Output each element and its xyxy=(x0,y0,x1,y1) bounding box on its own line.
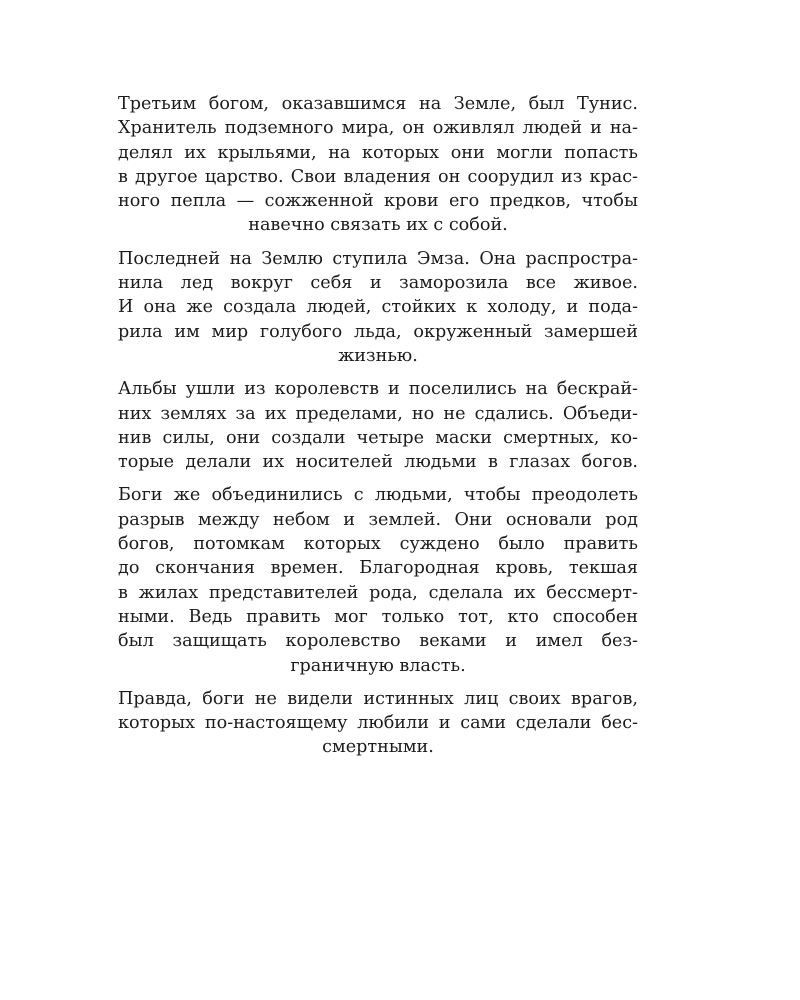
text-line: ными. Ведь править мог только тот, кто способен xyxy=(118,606,638,627)
text-line: разрыв между небом и землей. Они основали род xyxy=(118,509,638,530)
page-text xyxy=(118,92,638,769)
text-line: смертными. xyxy=(322,737,434,758)
text-line: них землях за их пределами, но не сдались. Объеди- xyxy=(118,403,638,424)
text-line: делял их крыльями, на которых они могли попасть xyxy=(118,142,638,163)
text-line: в другое царство. Свои владения он соорудил из крас- xyxy=(118,166,638,187)
text-line: рила им мир голубого льда, окруженный замершей xyxy=(118,321,638,342)
text-line: И она же создала людей, стойких к холоду, и пода- xyxy=(118,297,638,318)
text-line: Третьим богом, оказавшимся на Земле, был Тунис. xyxy=(118,94,638,114)
paragraph-2 xyxy=(118,247,638,368)
text-line: граничную власть. xyxy=(290,655,466,676)
text-line: торые делали их носителей людьми в глазах богов. xyxy=(118,452,638,473)
text-line: Последней на Землю ступила Эмза. Она распростра- xyxy=(118,248,638,269)
paragraph-1 xyxy=(118,92,638,238)
text-line: до скончания времен. Благородная кровь, текшая xyxy=(118,558,638,579)
text-line: жизнью. xyxy=(338,345,418,366)
text-line: ного пепла — сожженной крови его предков, чтобы xyxy=(118,191,638,212)
text-line: был защищать королевство веками и имел без- xyxy=(118,631,638,652)
paragraph-4 xyxy=(118,483,638,677)
text-line: богов, потомкам которых суждено было править xyxy=(118,534,638,555)
text-line: навечно связать их с собой. xyxy=(248,215,508,236)
text-line: в жилах представителей рода, сделала их бессмерт- xyxy=(118,582,638,603)
text-line: Боги же объединились с людьми, чтобы преодолеть xyxy=(118,485,638,506)
text-line: нила лед вокруг себя и заморозила все живое. xyxy=(118,273,638,294)
paragraph-3 xyxy=(118,377,638,474)
paragraph-5 xyxy=(118,687,638,760)
text-line: Альбы ушли из королевств и поселились на бескрай- xyxy=(118,379,638,400)
text-line: которых по-настоящему любили и сами сделали бес- xyxy=(118,713,638,734)
text-line: нив силы, они создали четыре маски смертных, ко- xyxy=(118,427,638,448)
text-line: Правда, боги не видели истинных лиц своих врагов, xyxy=(118,688,638,709)
text-line: Хранитель подземного мира, он оживлял людей и на- xyxy=(118,118,638,139)
